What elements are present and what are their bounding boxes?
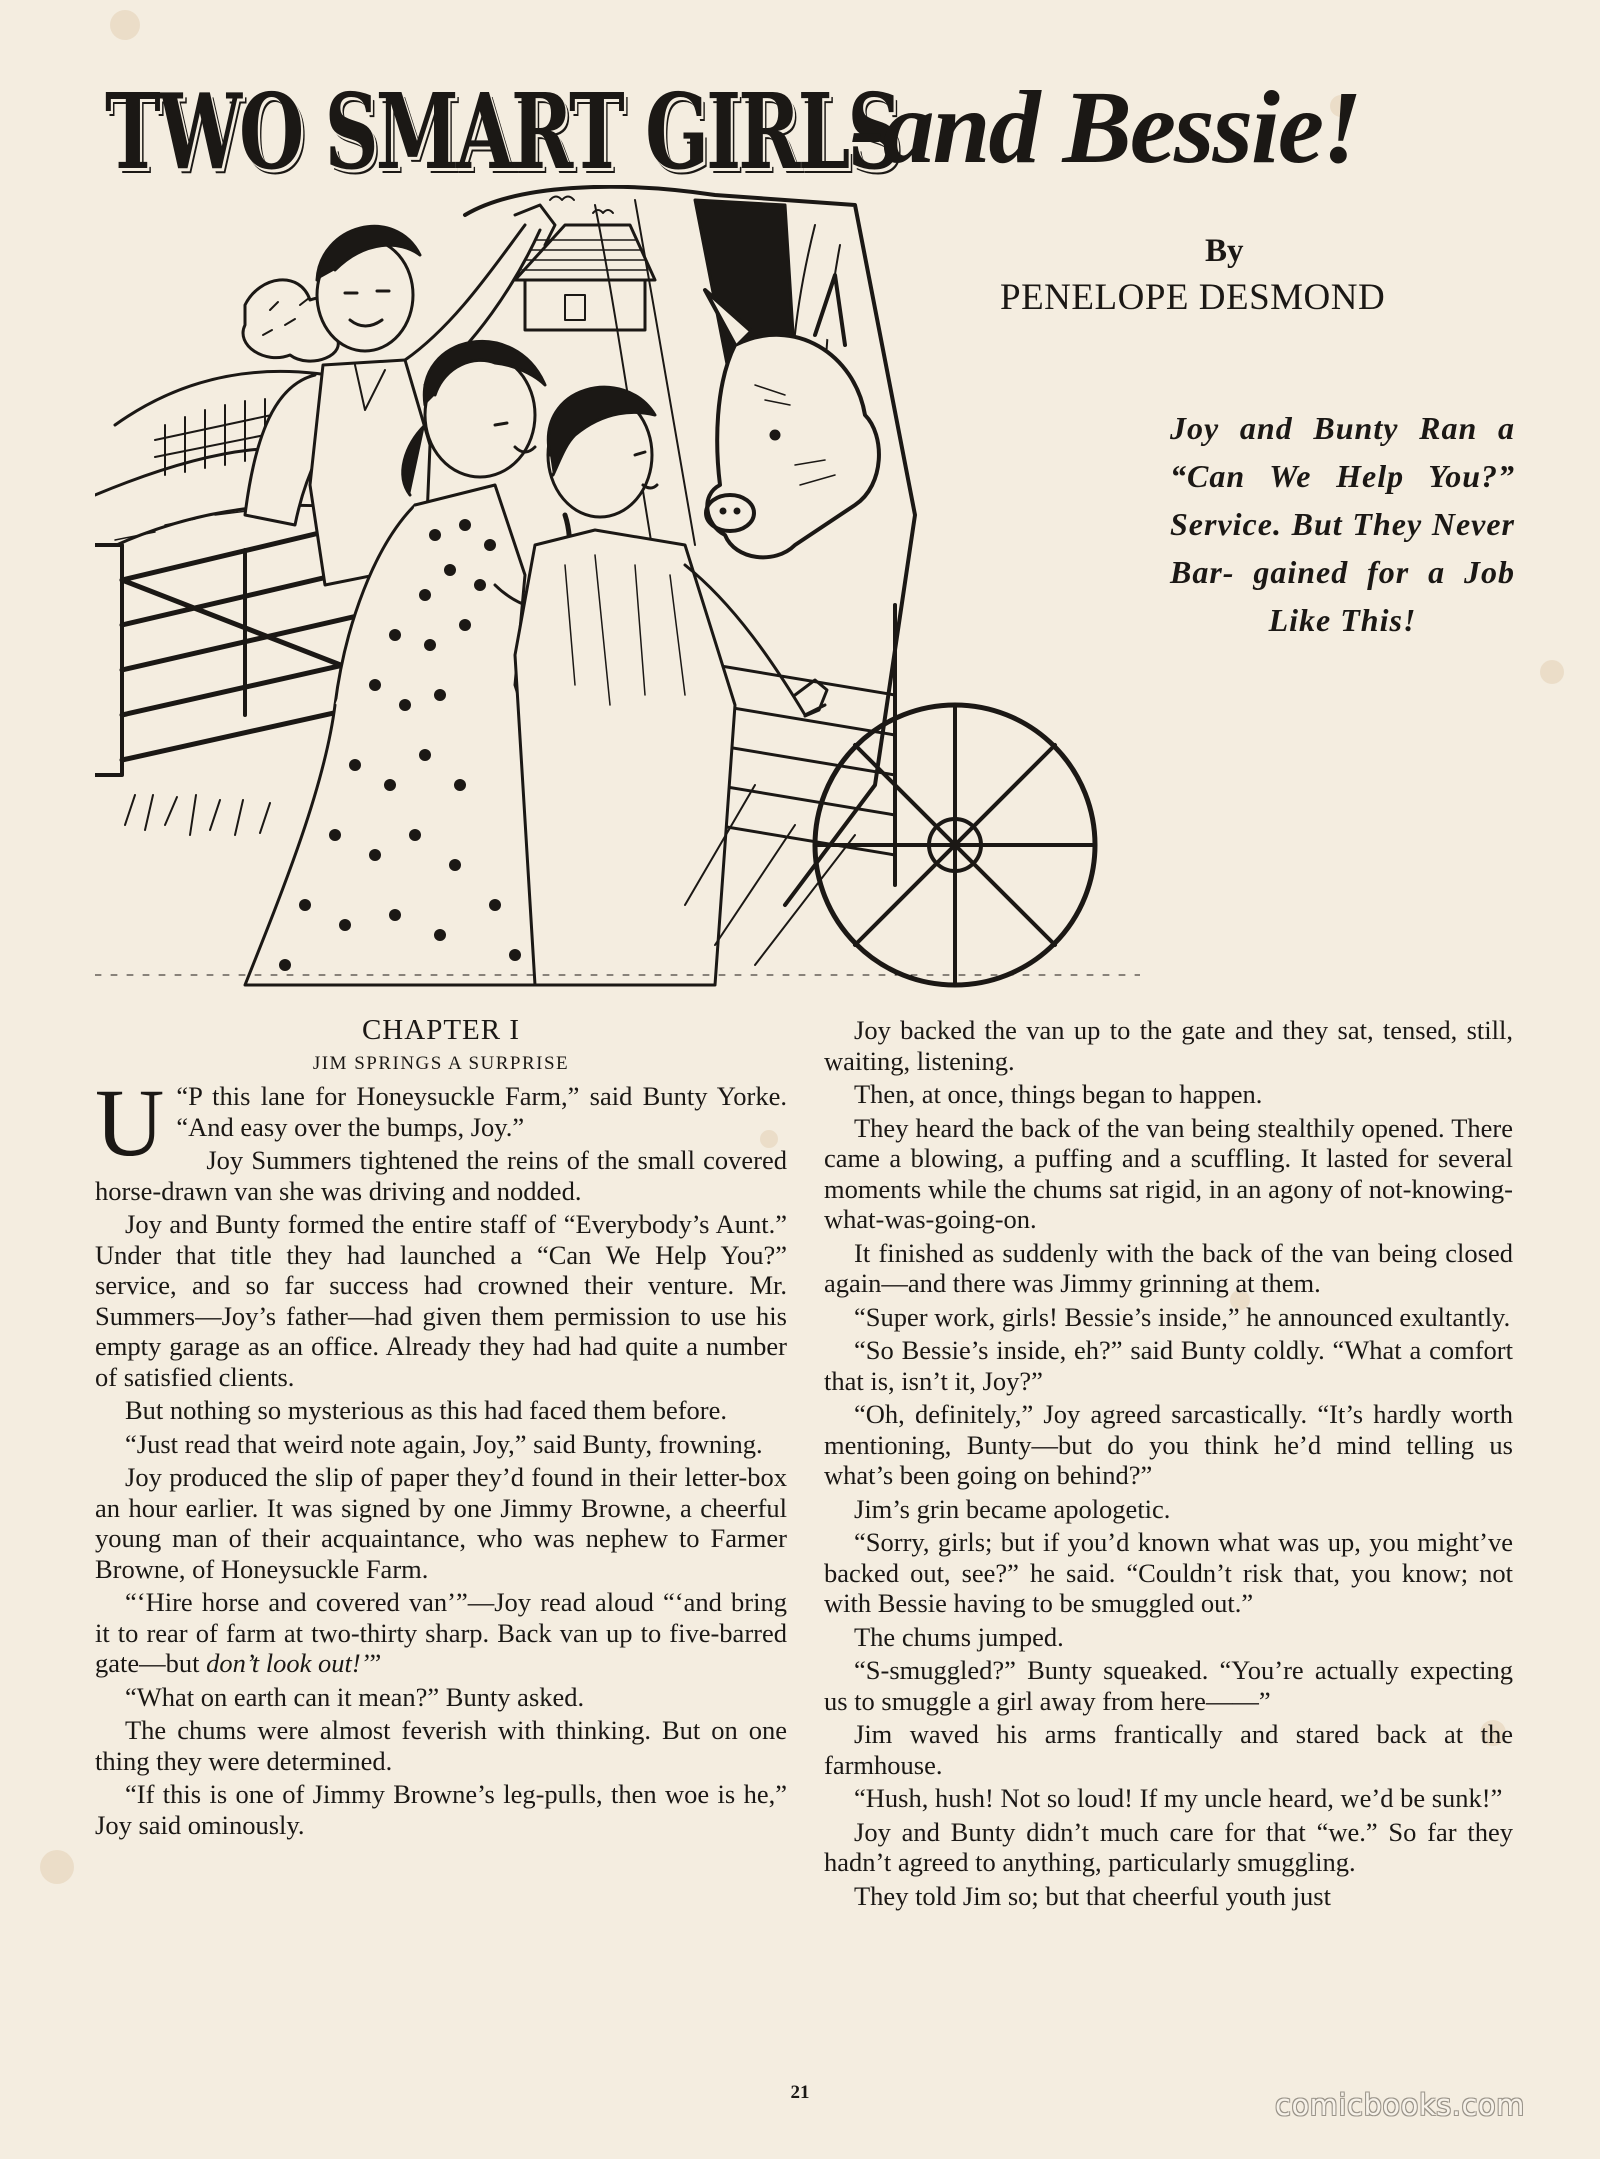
paragraph: They told Jim so; but that cheerful youth just xyxy=(854,1880,1331,1911)
note-text-end: ” xyxy=(369,1648,382,1678)
paper-stain xyxy=(110,10,140,40)
title-script: -and Bessie! xyxy=(850,70,1361,185)
note-paragraph xyxy=(95,1587,787,1679)
note-text: “‘Hire horse and covered van’”—Joy read aloud “‘and bring it to rear of farm at two-thirty sharp. Back van up to five-barred gate—but xyxy=(95,1587,787,1678)
paragraph: Joy and Bunty didn’t much care for that “we.” So far they hadn’t agreed to anything, particularly smuggling. xyxy=(824,1816,1513,1877)
paragraph: “So Bessie’s inside, eh?” said Bunty coldly. “What a comfort that is, isn’t it, Joy?” xyxy=(824,1335,1513,1396)
paragraph-text: P this lane for Honeysuckle Farm,” said Bunty Yorke. “And easy over the bumps, Joy.” xyxy=(176,1081,787,1142)
paragraph: Joy produced the slip of paper they’d found in their letter-box an hour earlier. It was signed by one Jimmy Browne, a cheerful young man of their acquaintance, who was nephew to Farmer Browne, of Honeysuckle Farm. xyxy=(95,1462,787,1584)
blurb-line: Like This! xyxy=(1268,602,1417,638)
drop-cap: U xyxy=(95,1069,165,1176)
author-name: PENELOPE DESMOND xyxy=(1000,277,1386,318)
paragraph: “Hush, hush! Not so loud! If my uncle heard, we’d be sunk!” xyxy=(854,1783,1503,1813)
paragraph: Joy Summers tightened the reins of the small covered horse-drawn van she was driving and nodded. xyxy=(95,1145,787,1206)
paragraph: But nothing so mysterious as this had faced them before. xyxy=(125,1395,728,1425)
page-number: 21 xyxy=(790,2082,810,2103)
paragraph: Joy backed the van up to the gate and they sat, tensed, still, waiting, listening. xyxy=(824,1015,1513,1076)
paper-stain xyxy=(40,1850,74,1884)
site-watermark: comicbooks.com xyxy=(1275,2088,1525,2122)
paragraph: The chums jumped. xyxy=(854,1621,1064,1652)
chapter-subtitle: JIM SPRINGS A SURPRISE xyxy=(312,1052,570,1074)
story-blurb xyxy=(1170,404,1515,644)
blurb-line: gained for a Job xyxy=(1253,554,1516,590)
paragraph: Joy and Bunty formed the entire staff of “Everybody’s Aunt.” Under that title they had launched a “Can We Help You?” service, and so far success had crowned their venture. Mr. Summers—Joy’s father—had given them permission to use his empty garage as an office. Already they had had quite a number of satisfied clients. xyxy=(95,1209,787,1392)
title-main: TWO SMART GIRLS xyxy=(105,70,899,193)
blurb-line: Joy and Bunty Ran xyxy=(1170,410,1478,446)
paragraph: “Super work, girls! Bessie’s inside,” he announced exultantly. xyxy=(854,1301,1511,1332)
blurb-line: They Never Bar- xyxy=(1170,506,1516,590)
paragraph: “What on earth can it mean?” Bunty asked. xyxy=(125,1681,585,1712)
byline xyxy=(1000,233,1460,319)
paragraph: “Oh, definitely,” Joy agreed sarcastically. “It’s hardly worth mentioning, Bunty—but do you think he’d mind telling us what’s been going on behind?” xyxy=(824,1399,1513,1490)
story-illustration-icon xyxy=(95,185,1140,995)
text-column-right xyxy=(824,1015,1513,1914)
note-emphasis: don’t look out!’ xyxy=(206,1648,370,1678)
paragraph: The chums were almost feverish with thinking. But on one thing they were determined. xyxy=(95,1715,787,1776)
byline-by: By xyxy=(1205,233,1244,269)
paragraph: Then, at once, things began to happen. xyxy=(854,1079,1263,1109)
paragraph: It finished as suddenly with the back of the van being closed again—and there was Jimmy grinning at them. xyxy=(824,1237,1513,1298)
paragraph: “If this is one of Jimmy Browne’s leg-pulls, then woe is he,” Joy said ominously. xyxy=(95,1779,787,1840)
paragraph: Jim’s grin became apologetic. xyxy=(854,1493,1171,1524)
blurb-line: You?” Service. But xyxy=(1170,458,1516,542)
paragraph: “Just read that weird note again, Joy,” said Bunty, frowning. xyxy=(125,1428,763,1459)
paragraph: They heard the back of the van being stealthily opened. There came a blowing, a puffing and a scuffling. It lasted for several moments while the chums sat rigid, in an agony of not-knowing-what-was-going-on. xyxy=(824,1112,1513,1234)
paragraph: “Sorry, girls; but if you’d known what was up, you might’ve backed out, see?” he said. “Couldn’t risk that, you know; not with Bessie having to be smuggled out.” xyxy=(824,1527,1513,1618)
paper-stain xyxy=(1540,660,1564,684)
text-column-left xyxy=(95,1015,787,1843)
chapter-heading: CHAPTER I xyxy=(361,1014,521,1046)
paragraph: Jim waved his arms frantically and stared back at the farmhouse. xyxy=(824,1719,1513,1780)
opening-quote: “ xyxy=(176,1081,189,1111)
blurb-line: a “Can We Help xyxy=(1170,410,1516,494)
paragraph: “S-smuggled?” Bunty squeaked. “You’re actually expecting us to smuggle a girl away from here——” xyxy=(824,1655,1513,1716)
